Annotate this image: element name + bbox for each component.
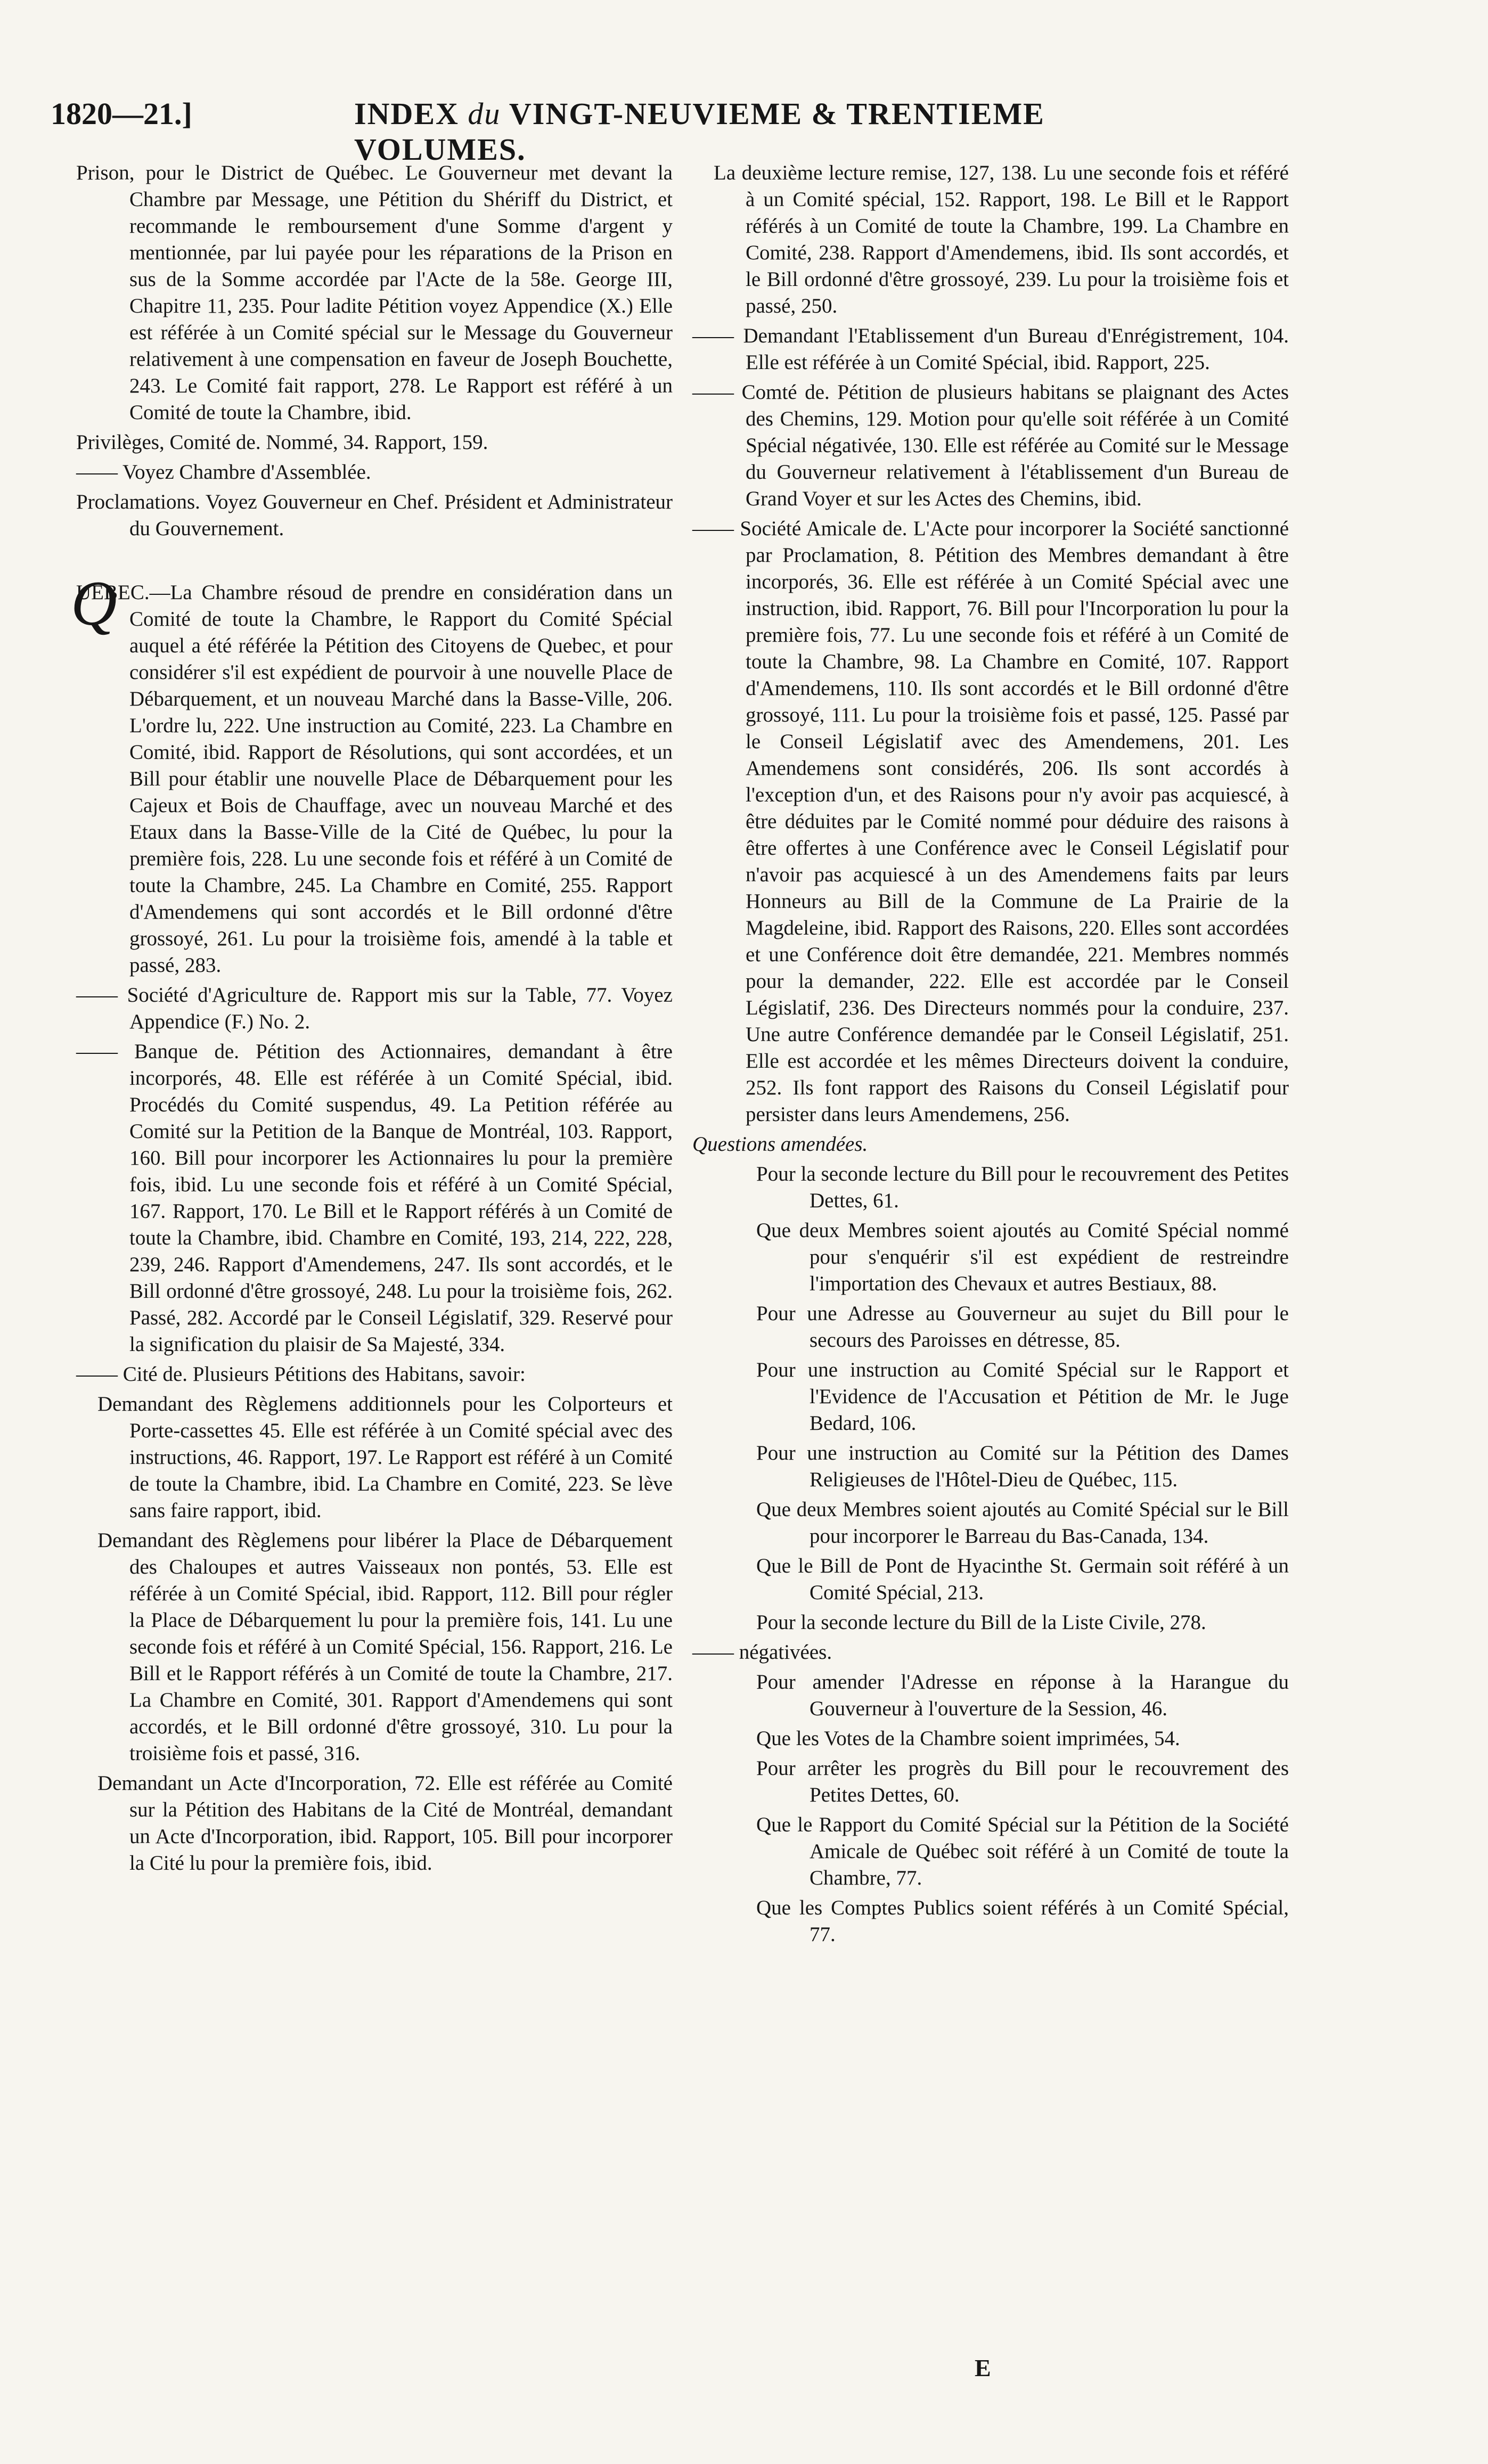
- question-item: Pour une Adresse au Gouverneur au sujet du Bill pour le secours des Paroisses en détresse, 85.: [756, 1302, 1289, 1352]
- question-item: Pour arrêter les progrès du Bill pour le recouvrement des Petites Dettes, 60.: [756, 1757, 1289, 1806]
- signature-mark: E: [975, 2354, 991, 2381]
- header-years: 1820—21.]: [51, 96, 192, 131]
- index-subsubentry: Demandant des Règlemens additionnels pour les Colporteurs et Porte-cassettes 45. Elle est référée à un Comité spécial avec des instructions, 46. Rapport, 197. Le Rapport est référé à un Comité de toute la Chambre, ibid. La Chambre en Comité, 223. Se lève sans faire rapport, ibid.: [97, 1393, 673, 1522]
- index-subsubentry: Demandant un Acte d'Incorporation, 72. Elle est référée au Comité sur la Pétition des Habitans de la Cité de Montréal, demandant un Acte d'Incorporation, ibid. Rapport, 105. Bill pour incorporer la Cité lu pour la première fois, ibid.: [97, 1772, 673, 1874]
- question-item: Que le Bill de Pont de Hyacinthe St. Germain soit référé à un Comité Spécial, 213.: [756, 1554, 1289, 1604]
- index-subentry: —— Banque de. Pétition des Actionnaires, demandant à être incorporés, 48. Elle est référée à un Comité Spécial, ibid. Procédés du Comité suspendus, 49. La Petition référée au Comité sur la Petition de la Banque de Montréal, 103. Rapport, 160. Bill pour incorporer les Actionnaires lu pour la première fois, ibid. Lu une seconde fois et référé à un Comité Spécial, 167. Rapport, 170. Le Bill et le Rapport référés à un Comité de toute la Chambre, ibid. Chambre en Comité, 193, 214, 222, 228, 239, 246. Rapport d'Amendemens, 247. Ils sont accordés, et le Bill ordonné d'être grossoyé, 248. Lu pour la troisième fois, 262. Passé, 282. Accordé par le Conseil Législatif, 329. Reservé pour la signification du plaisir de Sa Majesté, 334.: [76, 1040, 673, 1356]
- index-entry-quebec: Q UEBEC.—La Chambre résoud de prendre en considération dans un Comité de toute la Chambre, le Rapport du Comité Spécial auquel a été référée la Pétition des Citoyens de Quebec, et pour considérer s'il est expédient de pourvoir à une nouvelle Place de Débarquement, et un nouveau Marché dans la Basse-Ville, 206. L'ordre lu, 222. Une instruction au Comité, 223. La Chambre en Comité, ibid. Rapport de Résolutions, qui sont accordées, et un Bill pour établir une nouvelle Place de Débarquement pour les Cajeux et Bois de Chauffage, avec un nouveau Marché et des Etaux dans la Basse-Ville de la Cité de Québec, lu pour la première fois, 228. Lu une seconde fois et référé à un Comité de toute la Chambre, 245. La Chambre en Comité, 255. Rapport d'Amendemens qui sont accordés et le Bill ordonné d'être grossoyé, 261. Lu pour la troisième fois, amendé à la table et passé, 283.: [71, 568, 673, 977]
- question-item: Pour amender l'Adresse en réponse à la Harangue du Gouverneur à l'ouverture de la Session, 46.: [756, 1671, 1289, 1720]
- entry-text: UEBEC.—La Chambre résoud de prendre en considération dans un Comité de toute la Chambre, le Rapport du Comité Spécial auquel a été référée la Pétition des Citoyens de Quebec, et pour considérer s'il est expédient de pourvoir à une nouvelle Place de Débarquement, et un nouveau Marché dans la Basse-Ville, 206. L'ordre lu, 222. Une instruction au Comité, 223. La Chambre en Comité, ibid. Rapport de Résolutions, qui sont accordées, et un Bill pour établir une nouvelle Place de Débarquement pour les Cajeux et Bois de Chauffage, avec un nouveau Marché et des Etaux dans la Basse-Ville de la Cité de Québec, lu pour la première fois, 228. Lu une seconde fois et référé à un Comité de toute la Chambre, 245. La Chambre en Comité, 255. Rapport d'Amendemens qui sont accordés et le Bill ordonné d'être grossoyé, 261. Lu pour la troisième fois, amendé à la table et passé, 283.: [76, 581, 673, 977]
- header-title-italic: du: [468, 96, 501, 131]
- index-continuation: La deuxième lecture remise, 127, 138. Lu une seconde fois et référé à un Comité spécial, 152. Rapport, 198. Le Bill et le Rapport référés à un Comité de toute la Chambre, 199. La Chambre en Comité, 238. Rapport d'Amendemens, ibid. Ils sont accordés, et le Bill ordonné d'être grossoyé, 239. Lu pour la troisième fois et passé, 250.: [714, 161, 1289, 317]
- question-item: Pour la seconde lecture du Bill pour le recouvrement des Petites Dettes, 61.: [756, 1163, 1289, 1212]
- index-subentry: —— Demandant l'Etablissement d'un Bureau d'Enrégistrement, 104. Elle est référée à un Comité Spécial, ibid. Rapport, 225.: [692, 324, 1289, 374]
- index-subentry: —— Voyez Chambre d'Assemblée.: [76, 461, 371, 484]
- question-item: Pour une instruction au Comité Spécial sur le Rapport et l'Evidence de l'Accusation et Pétition de Mr. le Juge Bedard, 106.: [756, 1358, 1289, 1435]
- index-subentry: —— Comté de. Pétition de plusieurs habitans se plaignant des Actes des Chemins, 129. Motion pour qu'elle soit référée à un Comité Spécial négativée, 130. Elle est référée au Comité sur le Message du Gouverneur relativement à l'établissement d'un Bureau de Grand Voyer et sur les Actes des Chemins, ibid.: [692, 381, 1289, 510]
- index-entry: Privilèges, Comité de. Nommé, 34. Rapport, 159.: [76, 431, 488, 454]
- index-entry: Prison, pour le District de Québec. Le Gouverneur met devant la Chambre par Message, une Pétition du Shériff du District, et recommande le remboursement d'une Somme d'argent y mentionnée, par lui payée pour les réparations de la Prison en sus de la Somme accordée par l'Acte de la 58e. George III, Chapitre 11, 235. Pour ladite Pétition voyez Appendice (X.) Elle est référée à un Comité spécial sur le Message du Gouverneur relativement à une compensation en faveur de Joseph Bouchette, 243. Le Comité fait rapport, 278. Le Rapport est référé à un Comité de toute la Chambre, ibid.: [76, 161, 673, 424]
- index-subentry: —— Cité de. Plusieurs Pétitions des Habitans, savoir:: [76, 1363, 526, 1386]
- right-column: [692, 160, 1289, 1951]
- left-column: [71, 160, 673, 1880]
- index-subentry: —— négativées.: [692, 1641, 832, 1664]
- question-item: Que les Comptes Publics soient référés à un Comité Spécial, 77.: [756, 1896, 1289, 1946]
- index-entry: Proclamations. Voyez Gouverneur en Chef. Président et Administrateur du Gouvernement.: [76, 490, 673, 540]
- question-item: Que deux Membres soient ajoutés au Comité Spécial sur le Bill pour incorporer le Barreau du Bas-Canada, 134.: [756, 1498, 1289, 1548]
- index-subentry: —— Société Amicale de. L'Acte pour incorporer la Société sanctionné par Proclamation, 8. Pétition des Membres demandant à être incorporés, 36. Elle est référée à un Comité Spécial avec une instruction, ibid. Rapport, 76. Bill pour l'Incorporation lu pour la première fois, 77. Lu une seconde fois et référé à un Comité de toute la Chambre, 98. La Chambre en Comité, 107. Rapport d'Amendemens, 110. Ils sont accordés et le Bill ordonné d'être grossoyé, 111. Lu pour la troisième fois et passé, 125. Passé par le Conseil Législatif avec des Amendemens, 201. Les Amendemens sont considérés, 206. Ils sont accordés à l'exception d'un, et des Raisons pour n'y avoir pas acquiescé, à être déduites par le Comité nommé pour déduire des raisons à être offertes à une Conférence avec le Conseil Législatif pour n'avoir pas acquiescé à un des Amendemens faits par leurs Honneurs au Bill de la Commune de La Prairie de la Magdeleine, ibid. Rapport des Raisons, 220. Elles sont accordées et une Conférence doit être demandée, 221. Membres nommés pour la demander, 222. Elle est accordée par le Conseil Législatif, 236. Des Directeurs nommés pour la conduire, 237. Une autre Conférence demandée par le Conseil Législatif, 251. Elle est accordée et les mêmes Directeurs doivent la conduire, 252. Ils font rapport des Raisons du Conseil Législatif pour persister dans leurs Amendemens, 256.: [692, 517, 1289, 1126]
- question-item: Que les Votes de la Chambre soient imprimées, 54.: [756, 1727, 1180, 1750]
- index-subentry: —— Société d'Agriculture de. Rapport mis sur la Table, 77. Voyez Appendice (F.) No. 2.: [76, 984, 673, 1033]
- header-title-rest: VINGT-NEUVIEME & TRENTIEME VOLUMES.: [354, 96, 1045, 167]
- question-item: Que le Rapport du Comité Spécial sur la Pétition de la Société Amicale de Québec soit référé à un Comité de toute la Chambre, 77.: [756, 1813, 1289, 1889]
- question-item: Pour une instruction au Comité sur la Pétition des Dames Religieuses de l'Hôtel-Dieu de Québec, 115.: [756, 1442, 1289, 1491]
- header-title: [354, 96, 1196, 167]
- page-header: [51, 96, 1196, 167]
- header-title-prefix: INDEX: [354, 96, 459, 131]
- index-subsubentry: Demandant des Règlemens pour libérer la Place de Débarquement des Chaloupes et autres Vaisseaux non pontés, 53. Elle est référée à un Comité Spécial, ibid. Rapport, 112. Bill pour régler la Place de Débarquement lu pour la première fois, 141. Lu une seconde fois et référé à un Comité Spécial, 156. Rapport, 216. Le Bill et le Rapport référés à un Comité de toute la Chambre, 217. La Chambre en Comité, 301. Rapport d'Amendemens qui sont accordés, et le Bill ordonné d'être grossoyé, 310. Lu pour la troisième fois et passé, 316.: [97, 1529, 673, 1765]
- question-item: Que deux Membres soient ajoutés au Comité Spécial nommé pour s'enquérir s'il est expédient de restreindre l'importation des Chevaux et autres Bestiaux, 88.: [756, 1219, 1289, 1295]
- questions-heading: Questions amendées.: [692, 1133, 868, 1156]
- question-item: Pour la seconde lecture du Bill de la Liste Civile, 278.: [756, 1611, 1206, 1634]
